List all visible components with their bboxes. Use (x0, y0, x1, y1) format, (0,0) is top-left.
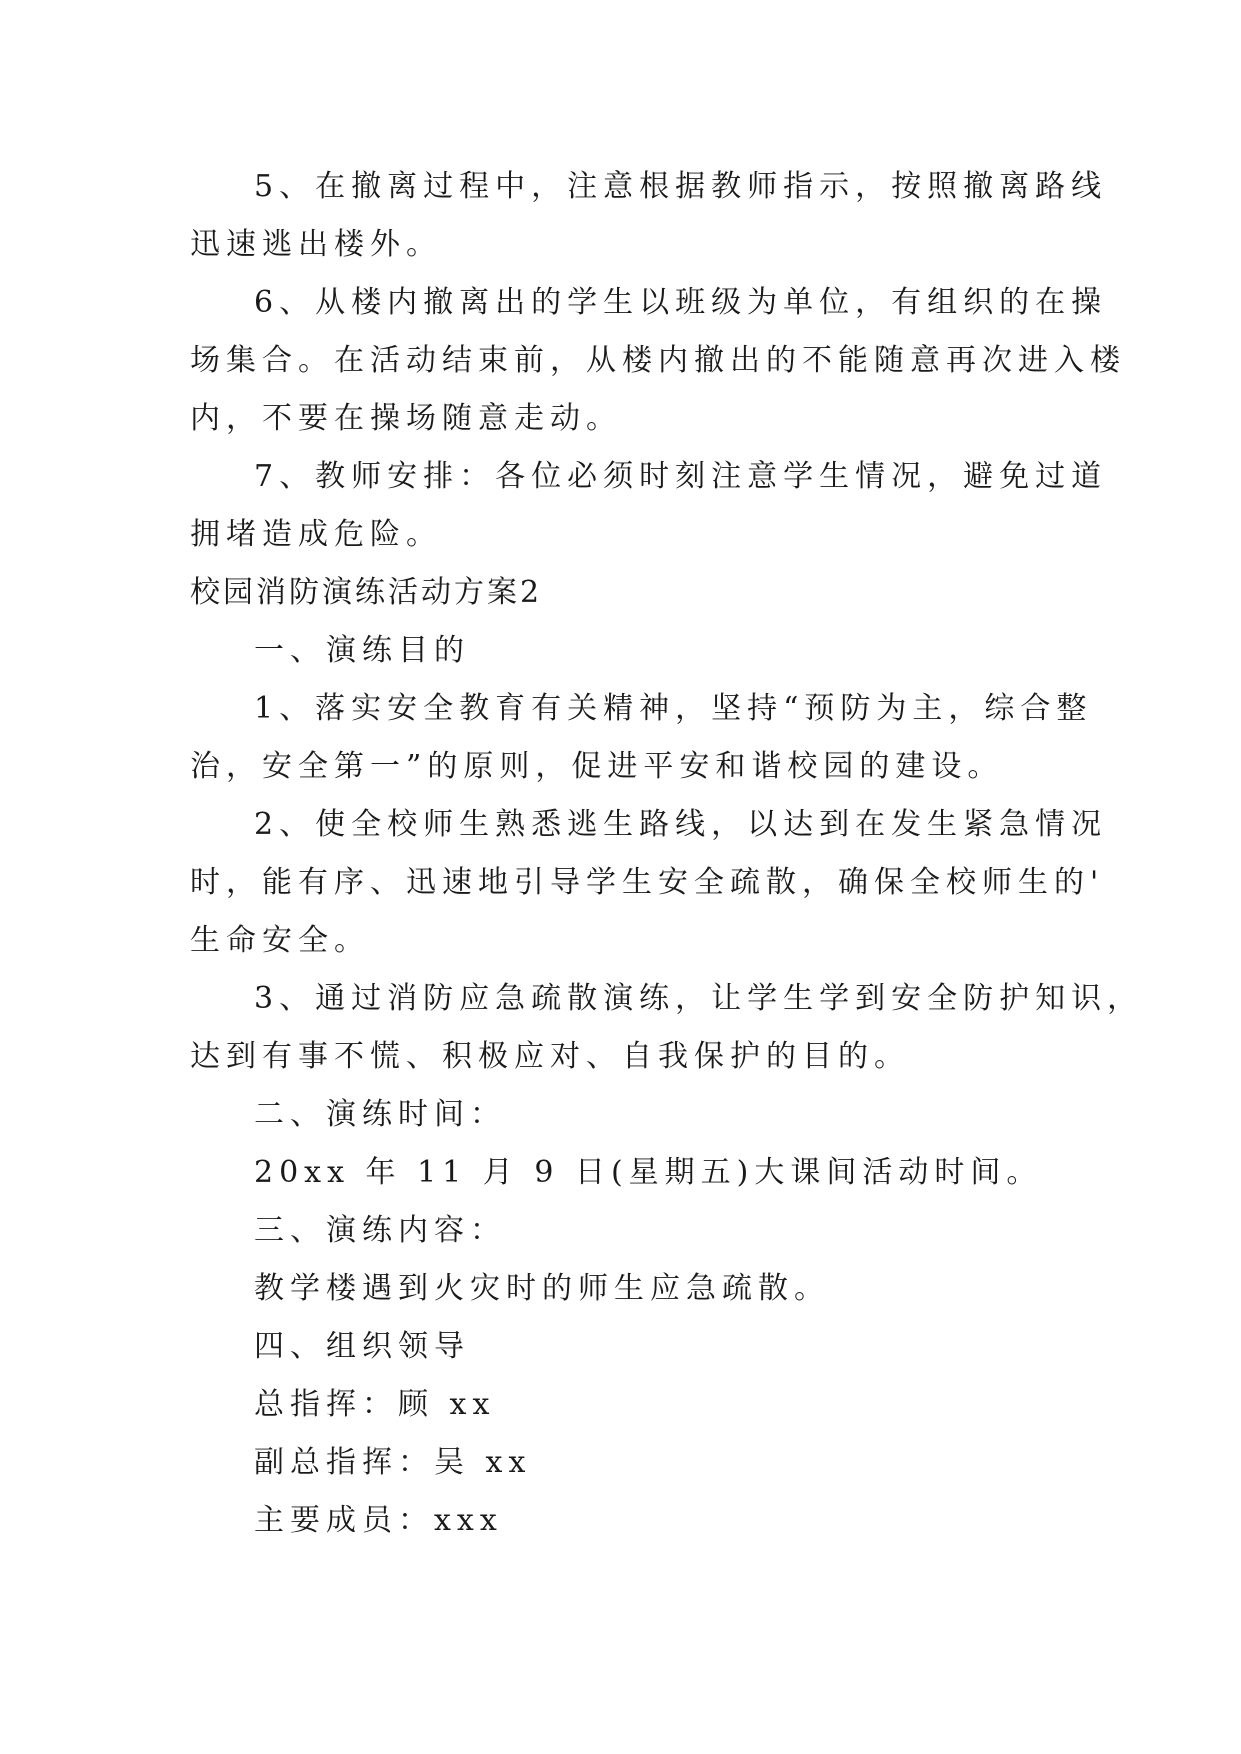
paragraph-line: 6、从楼内撤离出的学生以班级为单位，有组织的在操 (254, 285, 1108, 320)
paragraph-line: 5、在撤离过程中，注意根据教师指示，按照撤离路线 (254, 169, 1108, 204)
paragraph-line: 迅速逃出楼外。 (190, 227, 442, 262)
paragraph-line: 拥堵造成危险。 (190, 517, 442, 552)
paragraph-line: 一、演练目的 (254, 633, 470, 668)
paragraph-line: 场集合。在活动结束前，从楼内撤出的不能随意再次进入楼 (190, 343, 1126, 378)
paragraph-line: 二、演练时间： (254, 1097, 506, 1132)
paragraph-line: 1、落实安全教育有关精神，坚持“预防为主，综合整 (254, 691, 1093, 726)
paragraph-line: 主要成员：xxx (254, 1503, 503, 1538)
paragraph-line: 时，能有序、迅速地引导学生安全疏散，确保全校师生的' (190, 865, 1105, 900)
paragraph-line: 副总指挥：吴 xx (254, 1445, 532, 1480)
document-page (190, 158, 1144, 1550)
paragraph-line: 治，安全第一”的原则，促进平安和谐校园的建设。 (190, 749, 1004, 784)
paragraph-line: 教学楼遇到火灾时的师生应急疏散。 (254, 1271, 830, 1306)
paragraph-line: 20xx 年 11 月 9 日(星期五)大课间活动时间。 (254, 1155, 1043, 1190)
paragraph-line: 总指挥：顾 xx (254, 1387, 496, 1422)
paragraph-line: 三、演练内容： (254, 1213, 506, 1248)
paragraph-line: 3、通过消防应急疏散演练，让学生学到安全防护知识， (254, 981, 1144, 1016)
paragraph-line: 2、使全校师生熟悉逃生路线，以达到在发生紧急情况 (254, 807, 1108, 842)
section-title: 校园消防演练活动方案2 (190, 575, 543, 610)
paragraph-line: 7、教师安排：各位必须时刻注意学生情况，避免过道 (254, 459, 1108, 494)
paragraph-line: 内，不要在操场随意走动。 (190, 401, 622, 436)
paragraph-line: 生命安全。 (190, 923, 370, 958)
paragraph-line: 达到有事不慌、积极应对、自我保护的目的。 (190, 1039, 910, 1074)
paragraph-line: 四、组织领导 (254, 1329, 470, 1364)
